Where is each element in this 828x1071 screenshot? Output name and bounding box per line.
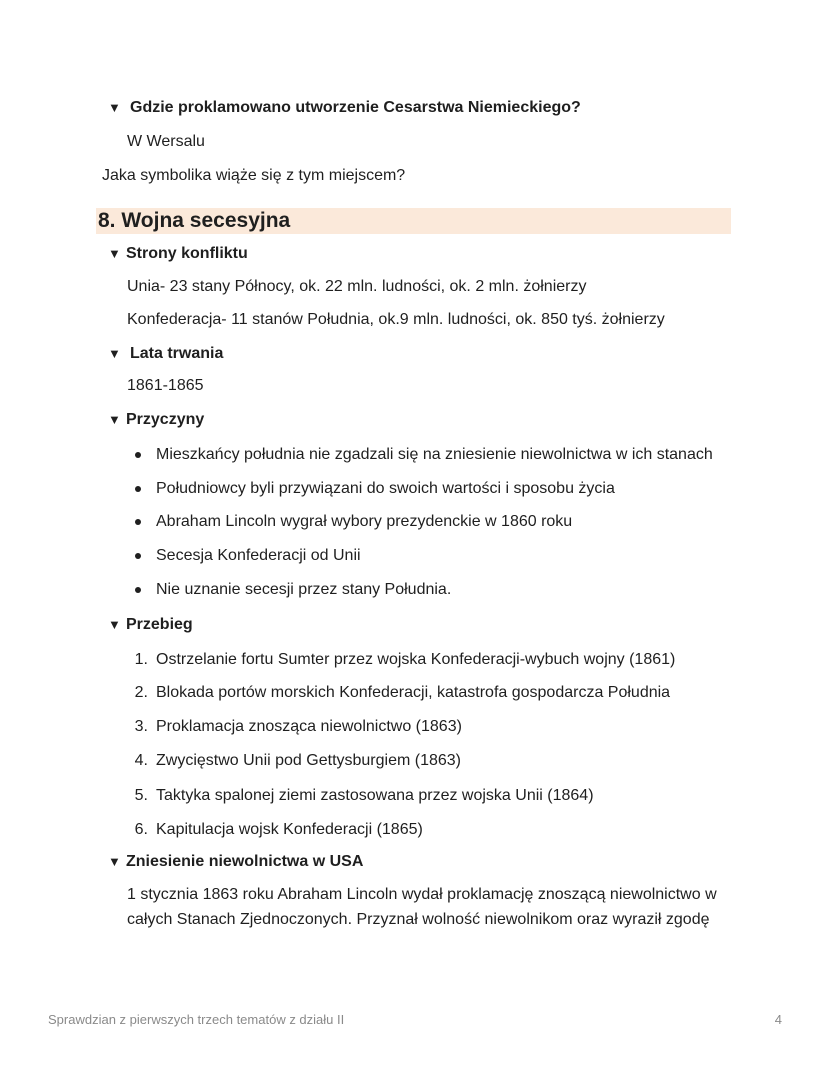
przebieg-item: Kapitulacja wojsk Konfederacji (1865): [156, 821, 423, 838]
toggle-triangle-icon[interactable]: ▼: [108, 346, 121, 361]
toggle-strony-konfliktu[interactable]: [108, 244, 248, 264]
lata-value: 1861-1865: [127, 377, 204, 394]
przebieg-item: Zwycięstwo Unii pod Gettysburgiem (1863): [156, 752, 462, 769]
zniesienie-paragraph-line: całych Stanach Zjednoczonych. Przyznał wolność niewolnikom oraz wyraził zgodę: [127, 911, 710, 928]
bullet-dot: [135, 452, 141, 458]
followup-question: Jaka symbolika wiąże się z tym miejscem?: [102, 167, 406, 184]
toggle-triangle-icon[interactable]: ▼: [108, 246, 121, 261]
toggle-question-cesarstwo[interactable]: [108, 98, 581, 118]
strony-line-konfederacja: Konfederacja- 11 stanów Południa, ok.9 mln. ludności, ok. 850 tyś. żołnierzy: [127, 311, 665, 328]
strony-line-unia: Unia- 23 stany Północy, ok. 22 mln. ludności, ok. 2 mln. żołnierzy: [127, 278, 587, 295]
przebieg-item: Ostrzelanie fortu Sumter przez wojska Konfederacji-wybuch wojny (1861): [156, 651, 676, 668]
list-number: 1.: [134, 651, 148, 668]
bullet-dot: [135, 486, 141, 492]
list-number: 2.: [134, 684, 148, 701]
przyczyny-item: Mieszkańcy południa nie zgadzali się na zniesienie niewolnictwa w ich stanach: [156, 446, 713, 463]
list-number: 3.: [134, 718, 148, 735]
toggle-przebieg[interactable]: [108, 615, 193, 635]
section-heading: 8. Wojna secesyjna: [98, 209, 291, 232]
toggle-triangle-icon[interactable]: ▼: [108, 100, 121, 115]
toggle-title: Zniesienie niewolnictwa w USA: [126, 853, 364, 870]
przyczyny-item: Secesja Konfederacji od Unii: [156, 547, 361, 564]
bullet-dot: [135, 519, 141, 525]
przebieg-item: Proklamacja znosząca niewolnictwo (1863): [156, 718, 462, 735]
przyczyny-item: Abraham Lincoln wygrał wybory prezydenckie w 1860 roku: [156, 513, 573, 530]
page-number: 4: [774, 1012, 782, 1027]
list-number: 5.: [134, 787, 148, 804]
toggle-triangle-icon[interactable]: ▼: [108, 854, 121, 869]
przyczyny-item: Południowcy byli przywiązani do swoich wartości i sposobu życia: [156, 480, 615, 497]
list-number: 4.: [134, 752, 148, 769]
toggle-question-title: Gdzie proklamowano utworzenie Cesarstwa Niemieckiego?: [130, 99, 581, 116]
toggle-zniesienie-niewolnictwa[interactable]: [108, 852, 363, 872]
przyczyny-item: Nie uznanie secesji przez stany Południa.: [156, 581, 452, 598]
bullet-dot: [135, 587, 141, 593]
zniesienie-paragraph-line: 1 stycznia 1863 roku Abraham Lincoln wydał proklamację znoszącą niewolnictwo w: [127, 886, 717, 903]
answer-text: W Wersalu: [127, 133, 205, 150]
toggle-title: Lata trwania: [130, 345, 224, 362]
przebieg-item: Blokada portów morskich Konfederacji, katastrofa gospodarcza Południa: [156, 684, 671, 701]
list-number: 6.: [134, 821, 148, 838]
toggle-lata-trwania[interactable]: [108, 344, 223, 364]
toggle-title: Przebieg: [126, 616, 193, 633]
toggle-triangle-icon[interactable]: ▼: [108, 412, 121, 427]
toggle-triangle-icon[interactable]: ▼: [108, 617, 121, 632]
toggle-title: Strony konfliktu: [126, 245, 248, 262]
toggle-title: Przyczyny: [126, 411, 205, 428]
bullet-dot: [135, 553, 141, 559]
toggle-przyczyny[interactable]: [108, 410, 204, 430]
page-footer-title: Sprawdzian z pierwszych trzech tematów z działu II: [48, 1012, 345, 1027]
przebieg-item: Taktyka spalonej ziemi zastosowana przez wojska Unii (1864): [156, 787, 594, 804]
